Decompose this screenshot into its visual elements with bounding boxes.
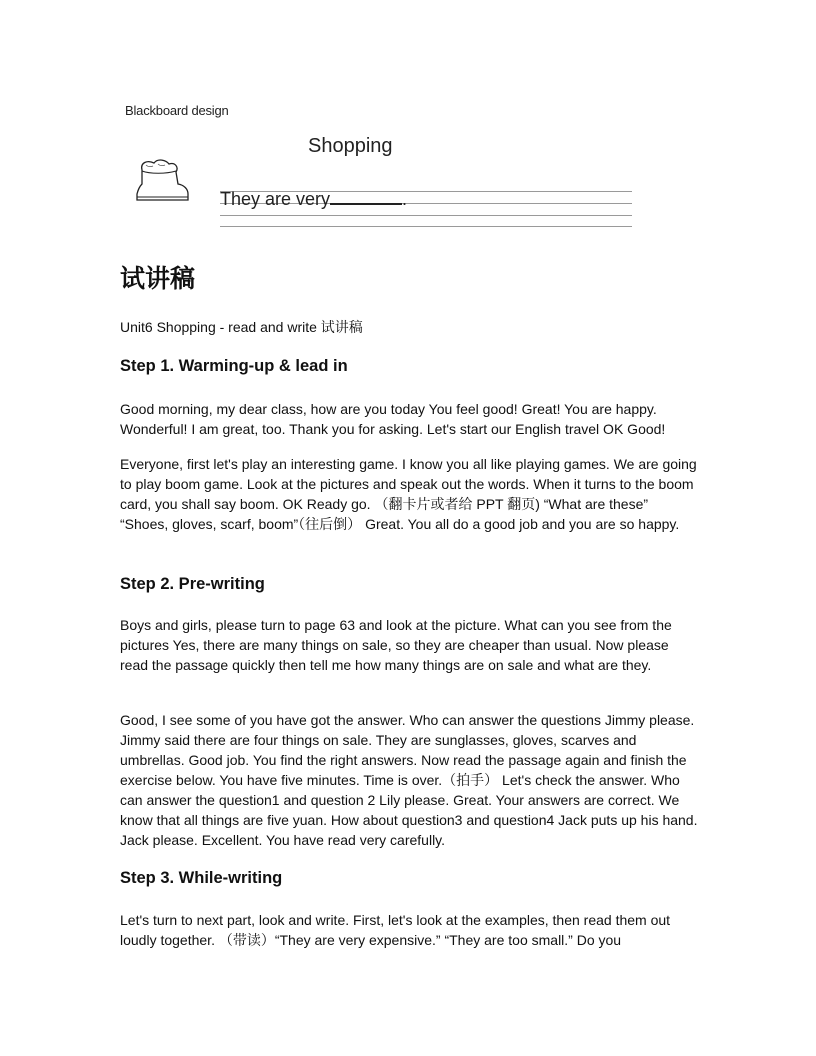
blackboard-label: Blackboard design [125,103,229,118]
step-3-paragraph-1: Let's turn to next part, look and write. First, let's look at the examples, then read them out loudly together. （带读）“They are very expensive.” “They are too small.” Do you [120,912,671,948]
sentence-end: . [402,189,408,209]
step-2-title: Step 2. Pre-writing [120,575,265,593]
step-2-paragraph-2: Good, I see some of you have got the answer. Who can answer the questions Jimmy please. Jimmy said there are four things on sale. They are sunglasses, gloves, scarves and umbrellas. Good job. You find the right answers. Now read the passage again and finish the exercise below. You have five minutes. Time is over.（拍手） Let's check the answer. Who can answer the question1 and question 2 Lily please. Great. Your answers are correct. We know that all things are five yuan. How about question3 and question4 Jack puts up his hand. Jack please. Excellent. You have read very carefully. [120,712,698,848]
step-2-paragraph-1: Boys and girls, please turn to page 63 and look at the picture. What can you see from the pictures Yes, there are many things on sale, so they are cheaper than usual. Now please read the passage quickly then tell me how many things are on sale and what are they. [120,617,672,673]
step-1-paragraph-1: Good morning, my dear class, how are you today You feel good! Great! You are happy. Wonderful! I am great, too. Thank you for asking. Let's start our English travel OK Good! [120,401,666,437]
sentence-start: They are very [220,189,331,209]
document-subtitle: Unit6 Shopping - read and write 试讲稿 [120,319,363,335]
writing-line [220,226,632,227]
sentence-blank [330,187,402,205]
step-1-title: Step 1. Warming-up & lead in [120,357,348,375]
page-heading: 试讲稿 [120,264,196,293]
step-1-paragraph-2: Everyone, first let's play an interesting game. I know you all like playing games. We are going to play boom game. Look at the pictures and speak out the words. When it turns to the boom card, you shall say boom. OK Ready go. （翻卡片或者给 PPT 翻页) “What are these” “Shoes, gloves, scarf, boom”（往后倒） Great. You all do a good job and you are so happy. [120,456,697,532]
writing-line [220,215,632,216]
shoe-icon [134,158,194,208]
blackboard-title: Shopping [308,135,393,157]
step-3-title: Step 3. While-writing [120,869,283,887]
blackboard-sentence [220,187,407,210]
